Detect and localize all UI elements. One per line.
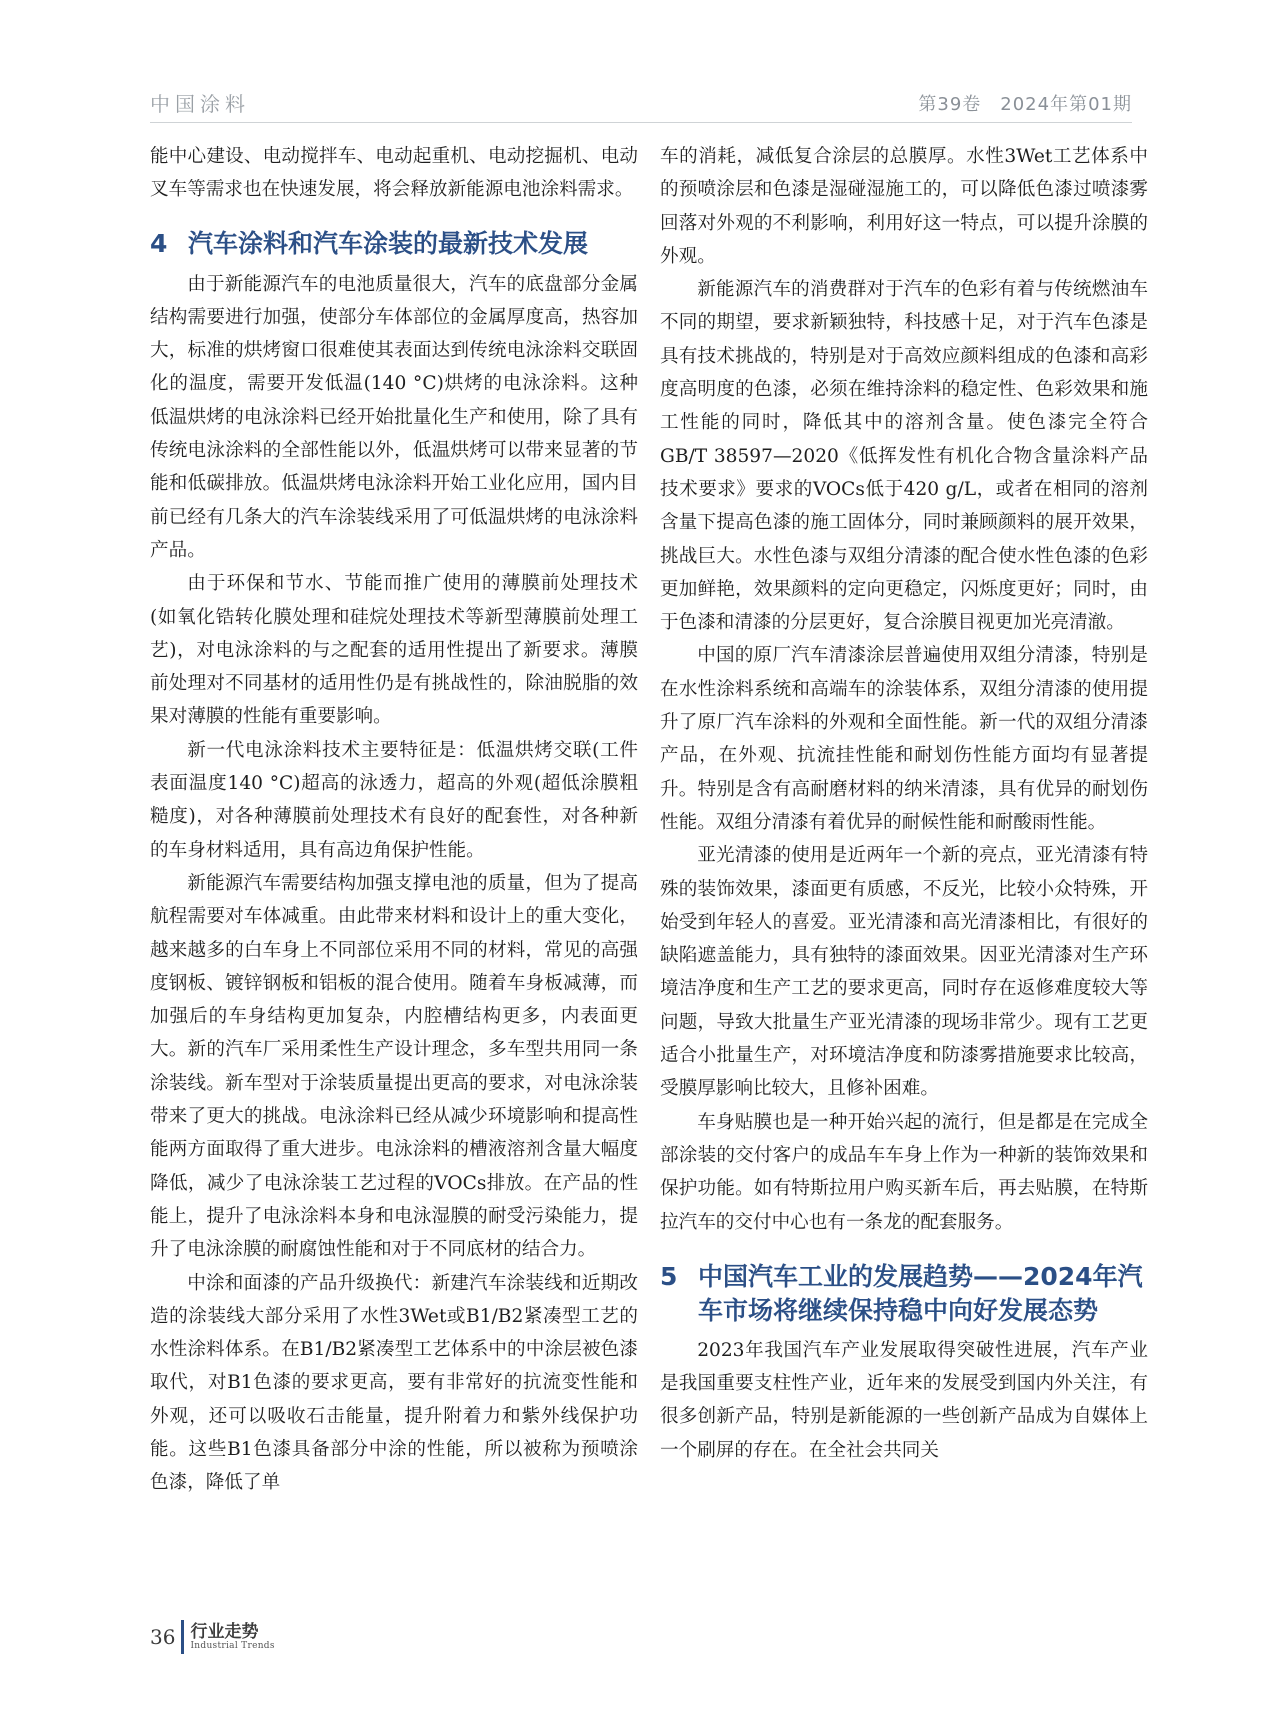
paragraph: 由于环保和节水、节能而推广使用的薄膜前处理技术(如氧化锆转化膜处理和硅烷处理技术等新型薄膜前处理工艺)，对电泳涂料的与之配套的适用性提出了新要求。薄膜前处理对不同基材的适用性仍是有挑战性的，除油脱脂的效果对薄膜的性能有重要影响。 bbox=[150, 573, 638, 728]
section-label bbox=[190, 1623, 274, 1652]
left-column bbox=[150, 140, 638, 1500]
section-heading-5 bbox=[660, 1260, 1148, 1328]
section-label-cn: 行业走势 bbox=[190, 1621, 259, 1642]
journal-name: 中国涂料 bbox=[150, 92, 250, 116]
paragraph: 车的消耗，减低复合涂层的总膜厚。水性3Wet工艺体系中的预喷涂层和色漆是湿碰湿施工的，可以降低色漆过喷漆雾回落对外观的不利影响，利用好这一特点，可以提升涂膜的外观。 bbox=[660, 146, 1148, 267]
paragraph: 中涂和面漆的产品升级换代：新建汽车涂装线和近期改造的涂装线大部分采用了水性3Wet或B1/B2紧凑型工艺的水性涂料体系。在B1/B2紧凑型工艺体系中的中涂层被色漆取代，对B1色漆的要求更高，要有非常好的抗流变性能和外观，还可以吸收石击能量，提升附着力和紫外线保护功能。这些B1色漆具备部分中涂的性能，所以被称为预喷涂色漆，降低了单 bbox=[150, 1272, 638, 1494]
page-number: 36 bbox=[150, 1625, 176, 1649]
section-label-en: Industrial Trends bbox=[190, 1640, 275, 1651]
page-footer bbox=[150, 1620, 275, 1654]
section-heading-4 bbox=[150, 227, 638, 261]
paragraph: 能中心建设、电动搅拌车、电动起重机、电动挖掘机、电动叉车等需求也在快速发展，将会释放新能源电池涂料需求。 bbox=[150, 146, 638, 201]
paragraph: 新能源汽车的消费群对于汽车的色彩有着与传统燃油车不同的期望，要求新颖独特，科技感十足，对于汽车色漆是具有技术挑战的，特别是对于高效应颜料组成的色漆和高彩度高明度的色漆，必须在维持涂料的稳定性、色彩效果和施工性能的同时，降低其中的溶剂含量。使色漆完全符合GB/T 38597—2020《低挥发性有机化合物含量涂料产品技术要求》要求的VOCs低于420 g/L，或者在相同的溶剂含量下提高色漆的施工固体分，同时兼顾颜料的展开效果，挑战巨大。水性色漆与双组分清漆的配合使水性色漆的色彩更加鲜艳，效果颜料的定向更稳定，闪烁度更好；同时，由于色漆和清漆的分层更好，复合涂膜目视更加光亮清澈。 bbox=[660, 279, 1148, 634]
paragraph: 中国的原厂汽车清漆涂层普遍使用双组分清漆，特别是在水性涂料系统和高端车的涂装体系，双组分清漆的使用提升了原厂汽车涂料的外观和全面性能。新一代的双组分清漆产品，在外观、抗流挂性能和耐划伤性能方面均有显著提升。特别是含有高耐磨材料的纳米清漆，具有优异的耐划伤性能。双组分清漆有着优异的耐候性能和耐酸雨性能。 bbox=[660, 645, 1148, 833]
issue-info: 第39卷 2024年第01期 bbox=[918, 94, 1132, 115]
footer-divider bbox=[181, 1620, 184, 1654]
paragraph: 新能源汽车需要结构加强支撑电池的质量，但为了提高航程需要对车体减重。由此带来材料和设计上的重大变化，越来越多的白车身上不同部位采用不同的材料，常见的高强度钢板、镀锌钢板和铝板的混合使用。随着车身板减薄，而加强后的车身结构更加复杂，内腔槽结构更多，内表面更大。新的汽车厂采用柔性生产设计理念，多车型共用同一条涂装线。新车型对于涂装质量提出更高的要求，对电泳涂装带来了更大的挑战。电泳涂料已经从减少环境影响和提高性能两方面取得了重大进步。电泳涂料的槽液溶剂含量大幅度降低，减少了电泳涂装工艺过程的VOCs排放。在产品的性能上，提升了电泳涂料本身和电泳湿膜的耐受污染能力，提升了电泳涂膜的耐腐蚀性能和对于不同底材的结合力。 bbox=[150, 872, 638, 1261]
paragraph: 车身贴膜也是一种开始兴起的流行，但是都是在完成全部涂装的交付客户的成品车车身上作为一种新的装饰效果和保护功能。如有特斯拉用户购买新车后，再去贴膜，在特斯拉汽车的交付中心也有一条龙的配套服务。 bbox=[660, 1111, 1148, 1233]
paragraph: 由于新能源汽车的电池质量很大，汽车的底盘部分金属结构需要进行加强，使部分车体部位的金属厚度高，热容加大，标准的烘烤窗口很难使其表面达到传统电泳涂料交联固化的温度，需要开发低温(140 °C)烘烤的电泳涂料。这种低温烘烤的电泳涂料已经开始批量化生产和使用，除了具有传统电泳涂料的全部性能以外，低温烘烤可以带来显著的节能和低碳排放。低温烘烤电泳涂料开始工业化应用，国内目前已经有几条大的汽车涂装线采用了可低温烘烤的电泳涂料产品。 bbox=[150, 273, 638, 561]
paragraph: 亚光清漆的使用是近两年一个新的亮点，亚光清漆有特殊的装饰效果，漆面更有质感，不反光，比较小众特殊，开始受到年轻人的喜爱。亚光清漆和高光清漆相比，有很好的缺陷遮盖能力，具有独特的漆面效果。因亚光清漆对生产环境洁净度和生产工艺的要求更高，同时存在返修难度较大等问题，导致大批量生产亚光清漆的现场非常少。现有工艺更适合小批量生产，对环境洁净度和防漆雾措施要求比较高，受膜厚影响比较大，且修补困难。 bbox=[660, 845, 1148, 1100]
section-number: 5 bbox=[660, 1261, 678, 1291]
section-number: 4 bbox=[150, 228, 168, 258]
header-divider bbox=[150, 122, 1132, 123]
section-title: 中国汽车工业的发展趋势——2024年汽车市场将继续保持稳中向好发展态势 bbox=[698, 1261, 1143, 1325]
right-column bbox=[660, 140, 1148, 1467]
section-title: 汽车涂料和汽车涂装的最新技术发展 bbox=[188, 228, 589, 258]
paragraph: 新一代电泳涂料技术主要特征是：低温烘烤交联(工件表面温度140 °C)超高的泳透力，超高的外观(超低涂膜粗糙度)，对各种薄膜前处理技术有良好的配套性，对各种新的车身材料适用，具有高边角保护性能。 bbox=[150, 739, 638, 861]
paragraph: 2023年我国汽车产业发展取得突破性进展，汽车产业是我国重要支柱性产业，近年来的发展受到国内外关注，有很多创新产品，特别是新能源的一些创新产品成为自媒体上一个刷屏的存在。在全社会共同关 bbox=[660, 1339, 1148, 1461]
